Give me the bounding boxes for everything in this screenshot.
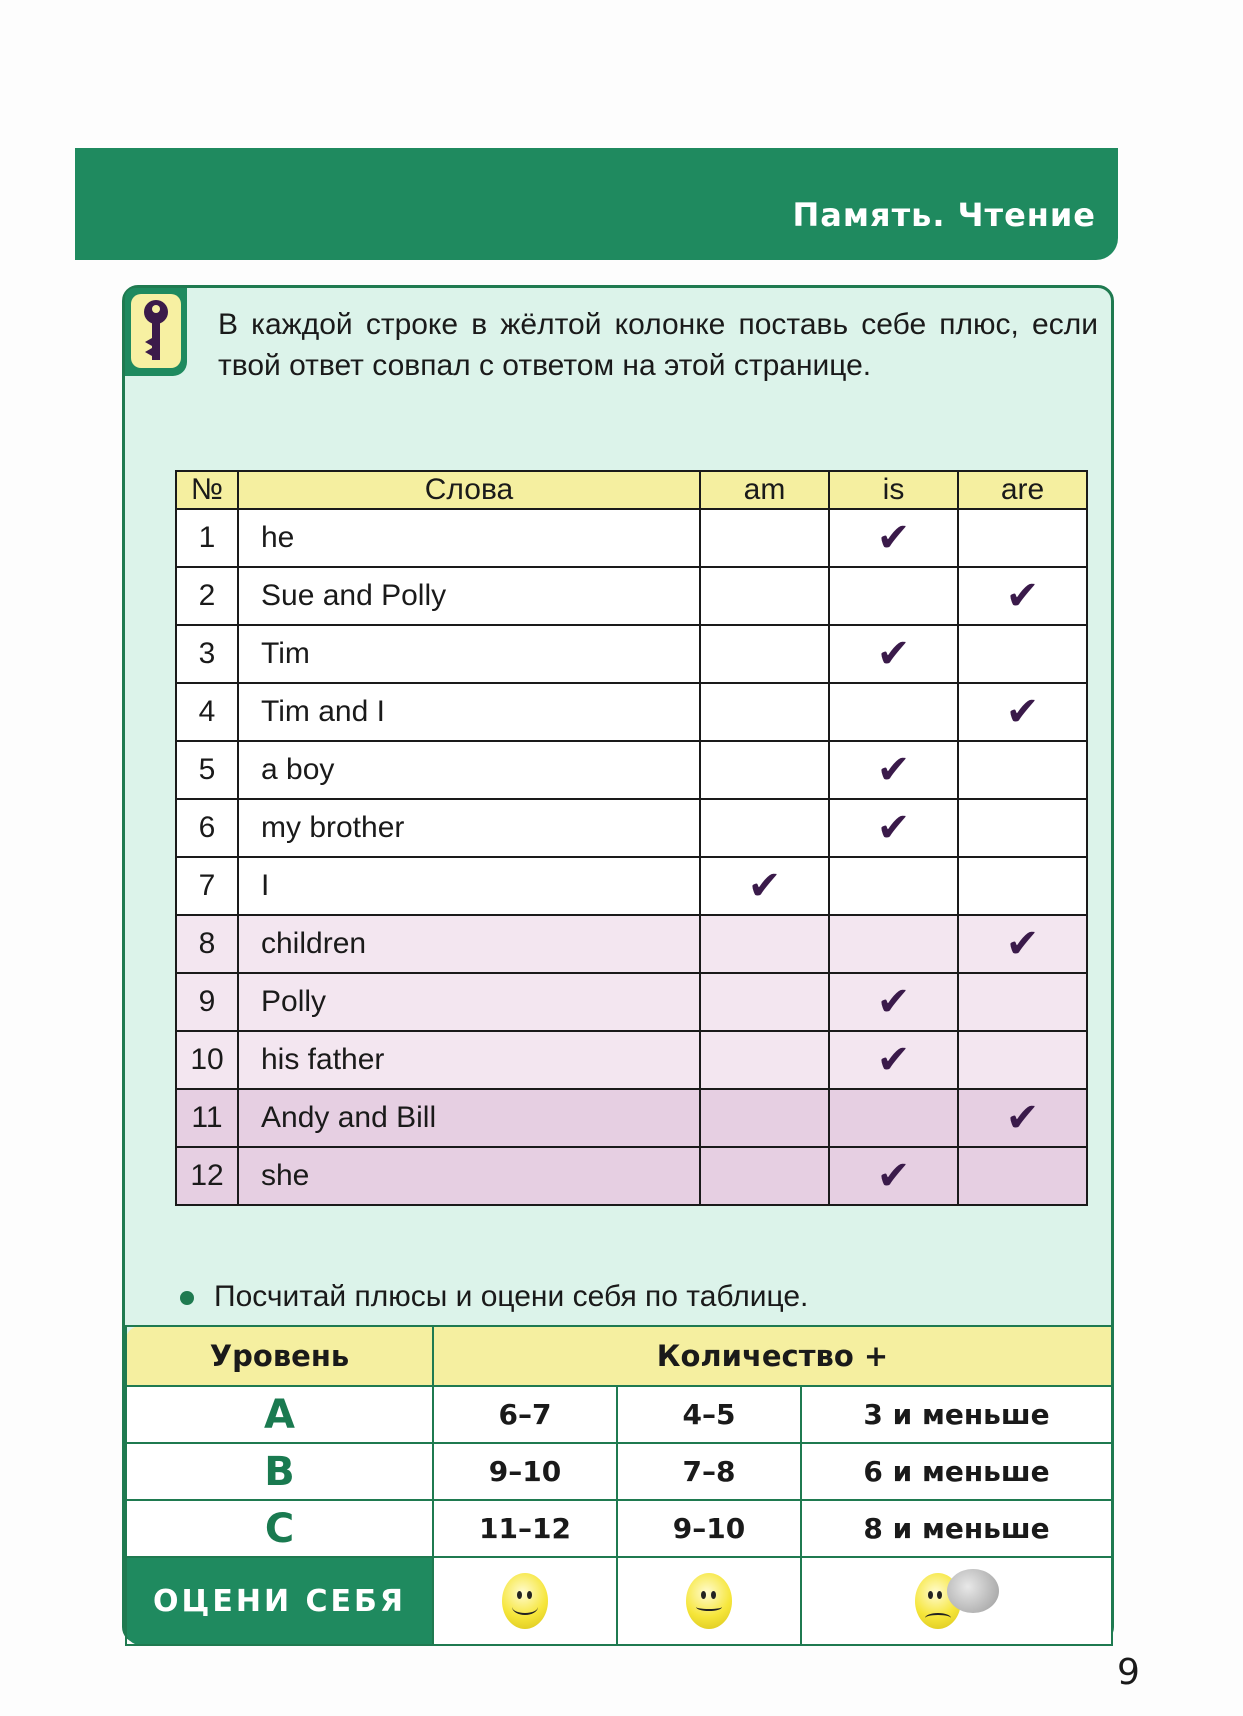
word-row bbox=[176, 1031, 1087, 1089]
row-number: 5 bbox=[176, 741, 238, 799]
row-word: I bbox=[238, 857, 700, 915]
checkmark-icon: ✔ bbox=[876, 1153, 911, 1199]
key-badge bbox=[125, 288, 187, 376]
am-cell bbox=[700, 567, 829, 625]
col-header-num: № bbox=[176, 471, 238, 509]
bullet-instruction bbox=[180, 1280, 808, 1314]
checkmark-icon: ✔ bbox=[876, 979, 911, 1025]
checkmark-icon: ✔ bbox=[1005, 689, 1040, 735]
smile-icon bbox=[686, 1573, 732, 1629]
checkmark-icon: ✔ bbox=[876, 1037, 911, 1083]
rating-header-count: Количество + bbox=[433, 1326, 1112, 1386]
checkmark-icon: ✔ bbox=[876, 747, 911, 793]
row-number: 2 bbox=[176, 567, 238, 625]
row-word: Tim bbox=[238, 625, 700, 683]
row-number: 12 bbox=[176, 1147, 238, 1205]
checkmark-icon: ✔ bbox=[876, 515, 911, 561]
word-row bbox=[176, 1089, 1087, 1147]
am-cell bbox=[700, 857, 829, 915]
range-high: 6–7 bbox=[433, 1386, 617, 1443]
word-row bbox=[176, 1147, 1087, 1205]
row-number: 4 bbox=[176, 683, 238, 741]
is-cell bbox=[829, 509, 958, 567]
smiley-cell bbox=[617, 1557, 801, 1645]
word-row bbox=[176, 741, 1087, 799]
row-number: 8 bbox=[176, 915, 238, 973]
checkmark-icon: ✔ bbox=[747, 863, 782, 909]
col-header-is: is bbox=[829, 471, 958, 509]
bullet-icon bbox=[180, 1291, 194, 1305]
is-cell bbox=[829, 1031, 958, 1089]
range-low: 3 и меньше bbox=[801, 1386, 1112, 1443]
word-row bbox=[176, 509, 1087, 567]
is-cell bbox=[829, 567, 958, 625]
am-cell bbox=[700, 683, 829, 741]
range-high: 11–12 bbox=[433, 1500, 617, 1557]
word-row bbox=[176, 973, 1087, 1031]
row-word: Andy and Bill bbox=[238, 1089, 700, 1147]
are-cell bbox=[958, 915, 1087, 973]
are-cell bbox=[958, 973, 1087, 1031]
word-row bbox=[176, 567, 1087, 625]
row-number: 7 bbox=[176, 857, 238, 915]
key-icon bbox=[131, 294, 181, 368]
are-cell bbox=[958, 625, 1087, 683]
range-low: 8 и меньше bbox=[801, 1500, 1112, 1557]
rating-row bbox=[126, 1386, 1112, 1443]
row-number: 6 bbox=[176, 799, 238, 857]
is-cell bbox=[829, 1147, 958, 1205]
range-high: 9–10 bbox=[433, 1443, 617, 1500]
rate-self-row bbox=[126, 1557, 1112, 1645]
col-header-am: am bbox=[700, 471, 829, 509]
word-row bbox=[176, 625, 1087, 683]
is-cell bbox=[829, 741, 958, 799]
am-cell bbox=[700, 741, 829, 799]
rating-header-level: Уровень bbox=[126, 1326, 433, 1386]
checkmark-icon: ✔ bbox=[876, 631, 911, 677]
am-cell bbox=[700, 915, 829, 973]
am-cell bbox=[700, 1031, 829, 1089]
are-cell bbox=[958, 1147, 1087, 1205]
col-header-words: Слова bbox=[238, 471, 700, 509]
is-cell bbox=[829, 915, 958, 973]
checkmark-icon: ✔ bbox=[876, 805, 911, 851]
checkmark-icon: ✔ bbox=[1005, 1095, 1040, 1141]
big-smile-icon bbox=[502, 1573, 548, 1629]
row-number: 10 bbox=[176, 1031, 238, 1089]
range-mid: 9–10 bbox=[617, 1500, 801, 1557]
level-label: C bbox=[126, 1500, 433, 1557]
checkmark-icon: ✔ bbox=[1005, 921, 1040, 967]
rating-row bbox=[126, 1443, 1112, 1500]
is-cell bbox=[829, 857, 958, 915]
words-table-header bbox=[176, 471, 1087, 509]
are-cell bbox=[958, 567, 1087, 625]
range-mid: 7–8 bbox=[617, 1443, 801, 1500]
row-word: my brother bbox=[238, 799, 700, 857]
rating-table bbox=[125, 1325, 1113, 1646]
is-cell bbox=[829, 973, 958, 1031]
range-mid: 4–5 bbox=[617, 1386, 801, 1443]
row-number: 9 bbox=[176, 973, 238, 1031]
smiley-cell bbox=[433, 1557, 617, 1645]
row-word: his father bbox=[238, 1031, 700, 1089]
row-word: a boy bbox=[238, 741, 700, 799]
rating-row bbox=[126, 1500, 1112, 1557]
are-cell bbox=[958, 683, 1087, 741]
instruction-text: В каждой строке в жёлтой колонке поставь себе плюс, если твой ответ совпал с ответом на этой странице. bbox=[218, 308, 1098, 382]
am-cell bbox=[700, 509, 829, 567]
col-header-are: are bbox=[958, 471, 1087, 509]
are-cell bbox=[958, 741, 1087, 799]
am-cell bbox=[700, 1147, 829, 1205]
rating-header bbox=[126, 1326, 1112, 1386]
row-number: 11 bbox=[176, 1089, 238, 1147]
words-table bbox=[175, 470, 1088, 1206]
range-low: 6 и меньше bbox=[801, 1443, 1112, 1500]
is-cell bbox=[829, 625, 958, 683]
is-cell bbox=[829, 1089, 958, 1147]
page-number: 9 bbox=[1117, 1652, 1140, 1693]
checkmark-icon: ✔ bbox=[1005, 573, 1040, 619]
is-cell bbox=[829, 799, 958, 857]
rate-self-label: ОЦЕНИ СЕБЯ bbox=[126, 1557, 433, 1645]
are-cell bbox=[958, 509, 1087, 567]
section-header bbox=[75, 148, 1118, 260]
am-cell bbox=[700, 799, 829, 857]
row-word: Tim and I bbox=[238, 683, 700, 741]
is-cell bbox=[829, 683, 958, 741]
am-cell bbox=[700, 1089, 829, 1147]
row-number: 1 bbox=[176, 509, 238, 567]
bullet-text: Посчитай плюсы и оцени себя по таблице. bbox=[214, 1280, 809, 1313]
section-title: Память. Чтение bbox=[792, 196, 1096, 234]
row-word: children bbox=[238, 915, 700, 973]
row-word: Polly bbox=[238, 973, 700, 1031]
word-row bbox=[176, 915, 1087, 973]
cloud-icon bbox=[947, 1569, 999, 1613]
word-row bbox=[176, 857, 1087, 915]
are-cell bbox=[958, 1031, 1087, 1089]
am-cell bbox=[700, 625, 829, 683]
row-word: he bbox=[238, 509, 700, 567]
word-row bbox=[176, 683, 1087, 741]
am-cell bbox=[700, 973, 829, 1031]
word-row bbox=[176, 799, 1087, 857]
level-label: B bbox=[126, 1443, 433, 1500]
row-number: 3 bbox=[176, 625, 238, 683]
row-word: Sue and Polly bbox=[238, 567, 700, 625]
smiley-cell bbox=[801, 1557, 1112, 1645]
are-cell bbox=[958, 857, 1087, 915]
level-label: A bbox=[126, 1386, 433, 1443]
row-word: she bbox=[238, 1147, 700, 1205]
are-cell bbox=[958, 799, 1087, 857]
are-cell bbox=[958, 1089, 1087, 1147]
